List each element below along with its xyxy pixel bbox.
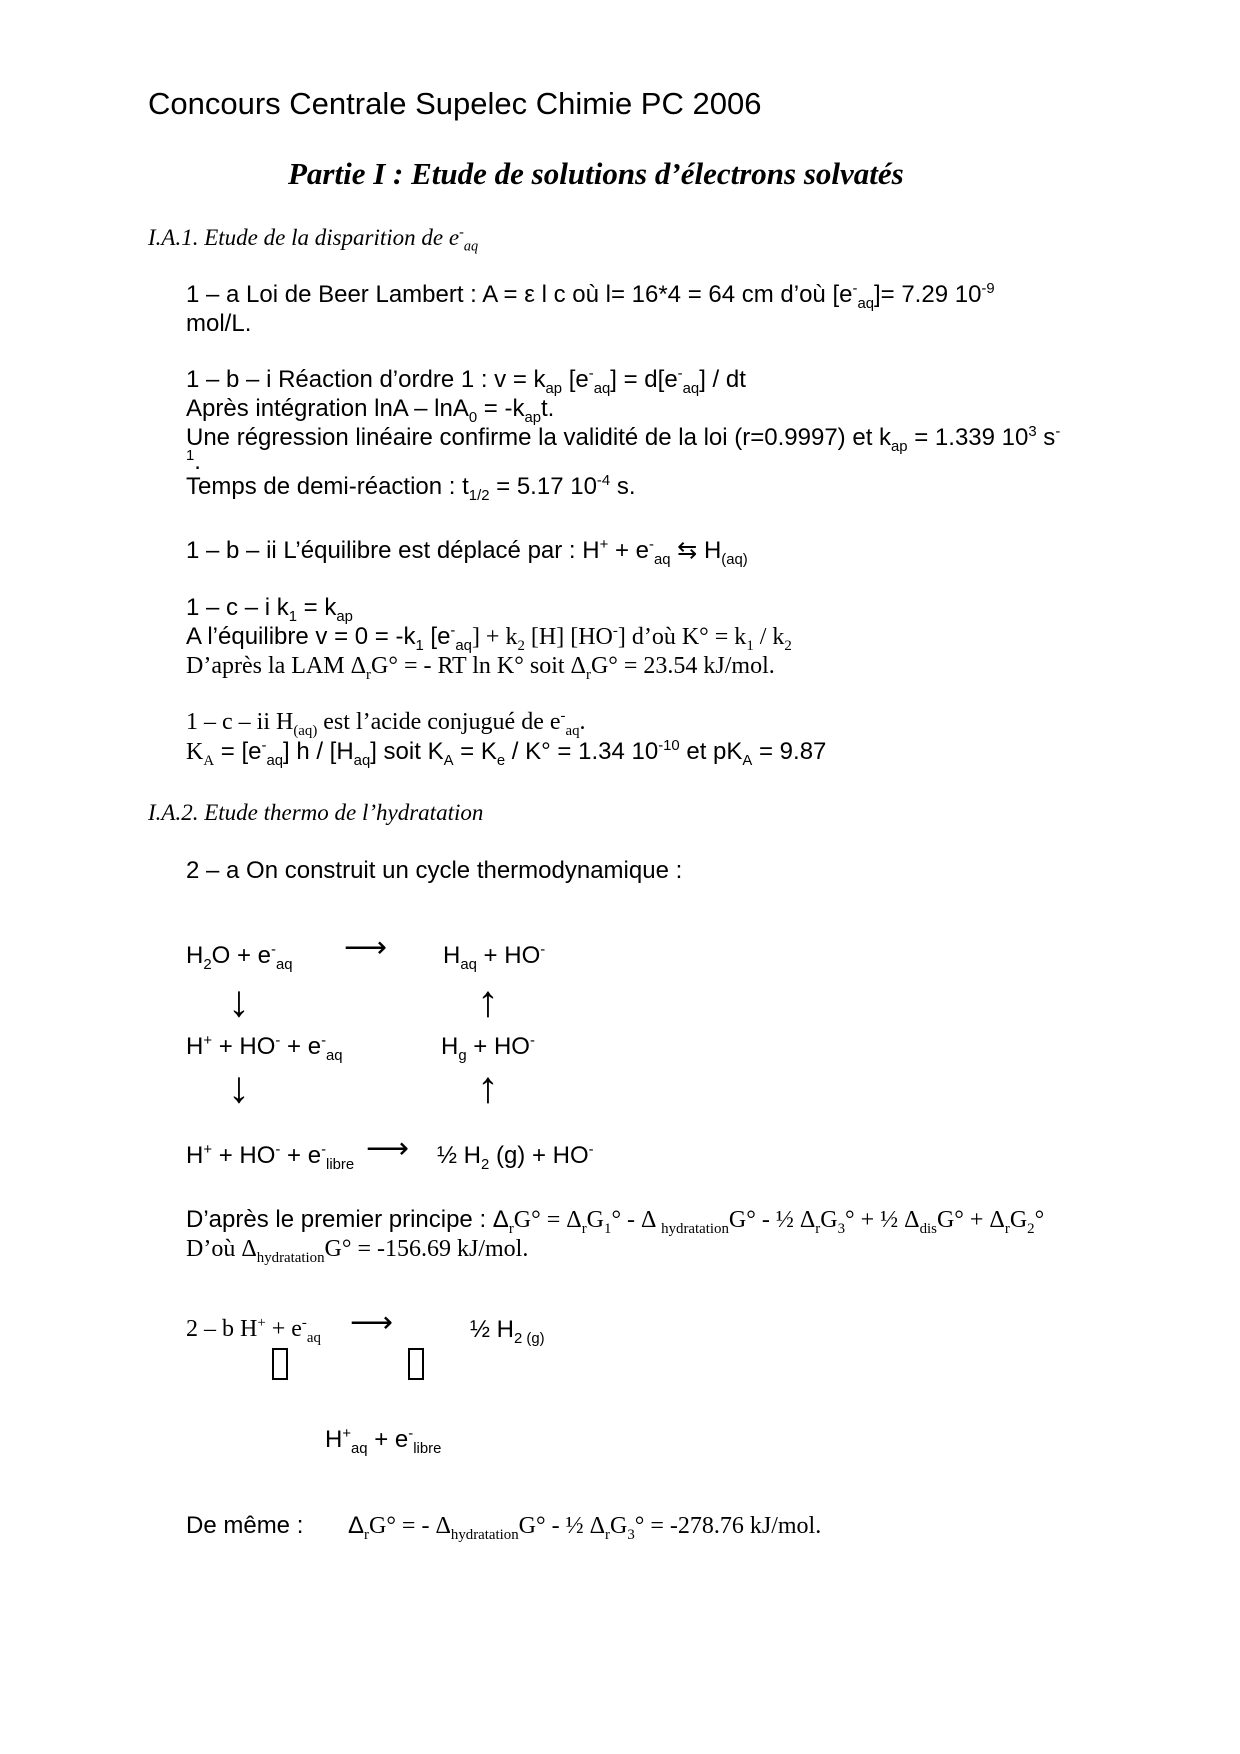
cycle-arrow-right-2: ⟶ [366, 1132, 410, 1165]
cycle-r3-left: $H^+ + HO^- + e^-_{libre}$ [186, 1142, 355, 1173]
cycle-r3-right: ½ $H_2$ (g) + HO- [437, 1142, 594, 1173]
paragraph-1a: 1 – a Loi de Beer Lambert : A = ε l c où l= 16*4 = 64 cm d’où $[e^-_{aq}]= 7.29$ $10^{-9}$ mol/L. [186, 281, 995, 337]
cycle-arrow-right-1: ⟶ [344, 931, 388, 964]
q2b-right: ½ $H_{2 (g)}$ [470, 1316, 545, 1347]
section-title-2: I.A.2. Etude thermo de l’hydratation [148, 800, 484, 825]
paragraph-2a: 2 – a On construit un cycle thermodynamique : [186, 857, 683, 884]
cycle-r1-right: $H_{aq} + HO^-$ [443, 942, 546, 973]
cycle-r2-right: $H_g + HO^-$ [441, 1033, 535, 1064]
q2b-left: 2 – b $H^+ + e^-_{aq}$ [186, 1315, 321, 1346]
section-title-1: I.A.1. Etude de la disparition de $e^-_{aq}$ [148, 224, 479, 255]
deme-label: De même : [186, 1512, 304, 1539]
q2b-missing-glyph-left [272, 1348, 288, 1385]
part-title: Partie I : Etude de solutions d’électrons solvatés [288, 156, 904, 191]
q2b-arrow-right: ⟶ [350, 1306, 394, 1339]
paragraph-1bi: 1 – b – i Réaction d’ordre 1 : $v = k_{ap}$ $[e^-_{aq}] = d[e^-_{aq}]$ / dt Après intégration $\ln A - \ln A_0 = -k_{ap}t$. Une régression linéaire confirme la validité de la loi (r=0.9997) et $k_{ap} = 1.339$ $10^3$ s- $^1$. Temps de demi-réaction : $t_{1/2} = 5.17$ $10^{-4}$ s. [186, 366, 1061, 504]
deme-equation: $\Delta_rG^\circ$ = - $\Delta_{hydratation}G^\circ$ - ½ $\Delta_rG_3^\circ = -278.76$ kJ/mol. [348, 1512, 822, 1543]
q2b-missing-glyph-right [408, 1348, 424, 1385]
q2b-bottom: $H^+_{aq} + e^-_{libre}$ [325, 1426, 442, 1457]
cycle-arrow-up-1: ↑ [477, 977, 499, 1026]
cycle-r1-left: $H_2O + e^-_{aq}$ [186, 942, 293, 973]
cycle-arrow-down-1: ↓ [228, 977, 250, 1026]
cycle-r2-left: $H^+ + HO^- + e^-_{aq}$ [186, 1033, 343, 1064]
paragraph-premier-principe: D’après le premier principe : $\Delta_rG^\circ = \Delta_rG_1^\circ - \Delta$ $_{hydratation}$G° - ½ $\Delta_rG_3^\circ$ + ½ $\Delta_{dis}G^\circ + \Delta_rG_2^\circ$ D’où $\Delta_{hydratation}G^\circ = -156.69$ kJ/mol. [186, 1206, 1045, 1266]
cycle-arrow-up-2: ↑ [477, 1063, 499, 1112]
cycle-arrow-down-2: ↓ [228, 1063, 250, 1112]
paragraph-1cii: 1 – c – ii $H_{(aq)}$ est l’acide conjugué de $e^-_{aq}$. $K_A = [e^-_{aq}]$ h / $[H_{aq}]$ soit $K_A = K_e / K^\circ = 1.34$ $10^{-10}$ et $pK_A = 9.87$ [186, 708, 827, 769]
paragraph-1bii: 1 – b – ii L’équilibre est déplacé par : $H^+ + e^-_{aq}$ ⇆ $H_{(aq)}$ [186, 537, 748, 568]
document-title: Concours Centrale Supelec Chimie PC 2006 [148, 86, 762, 121]
paragraph-1ci: 1 – c – i $k_1 = k_{ap}$ A l’équilibre $v = 0 = -k_1$ $[e^-_{aq}] + k_2$ [H] [HO-] d’où $K^\circ = k_1 / k_2$ D’après la LAM $\Delta_rG^\circ$ = - RT ln K° soit $\Delta_rG^\circ = 23.54$ kJ/mol. [186, 594, 792, 683]
